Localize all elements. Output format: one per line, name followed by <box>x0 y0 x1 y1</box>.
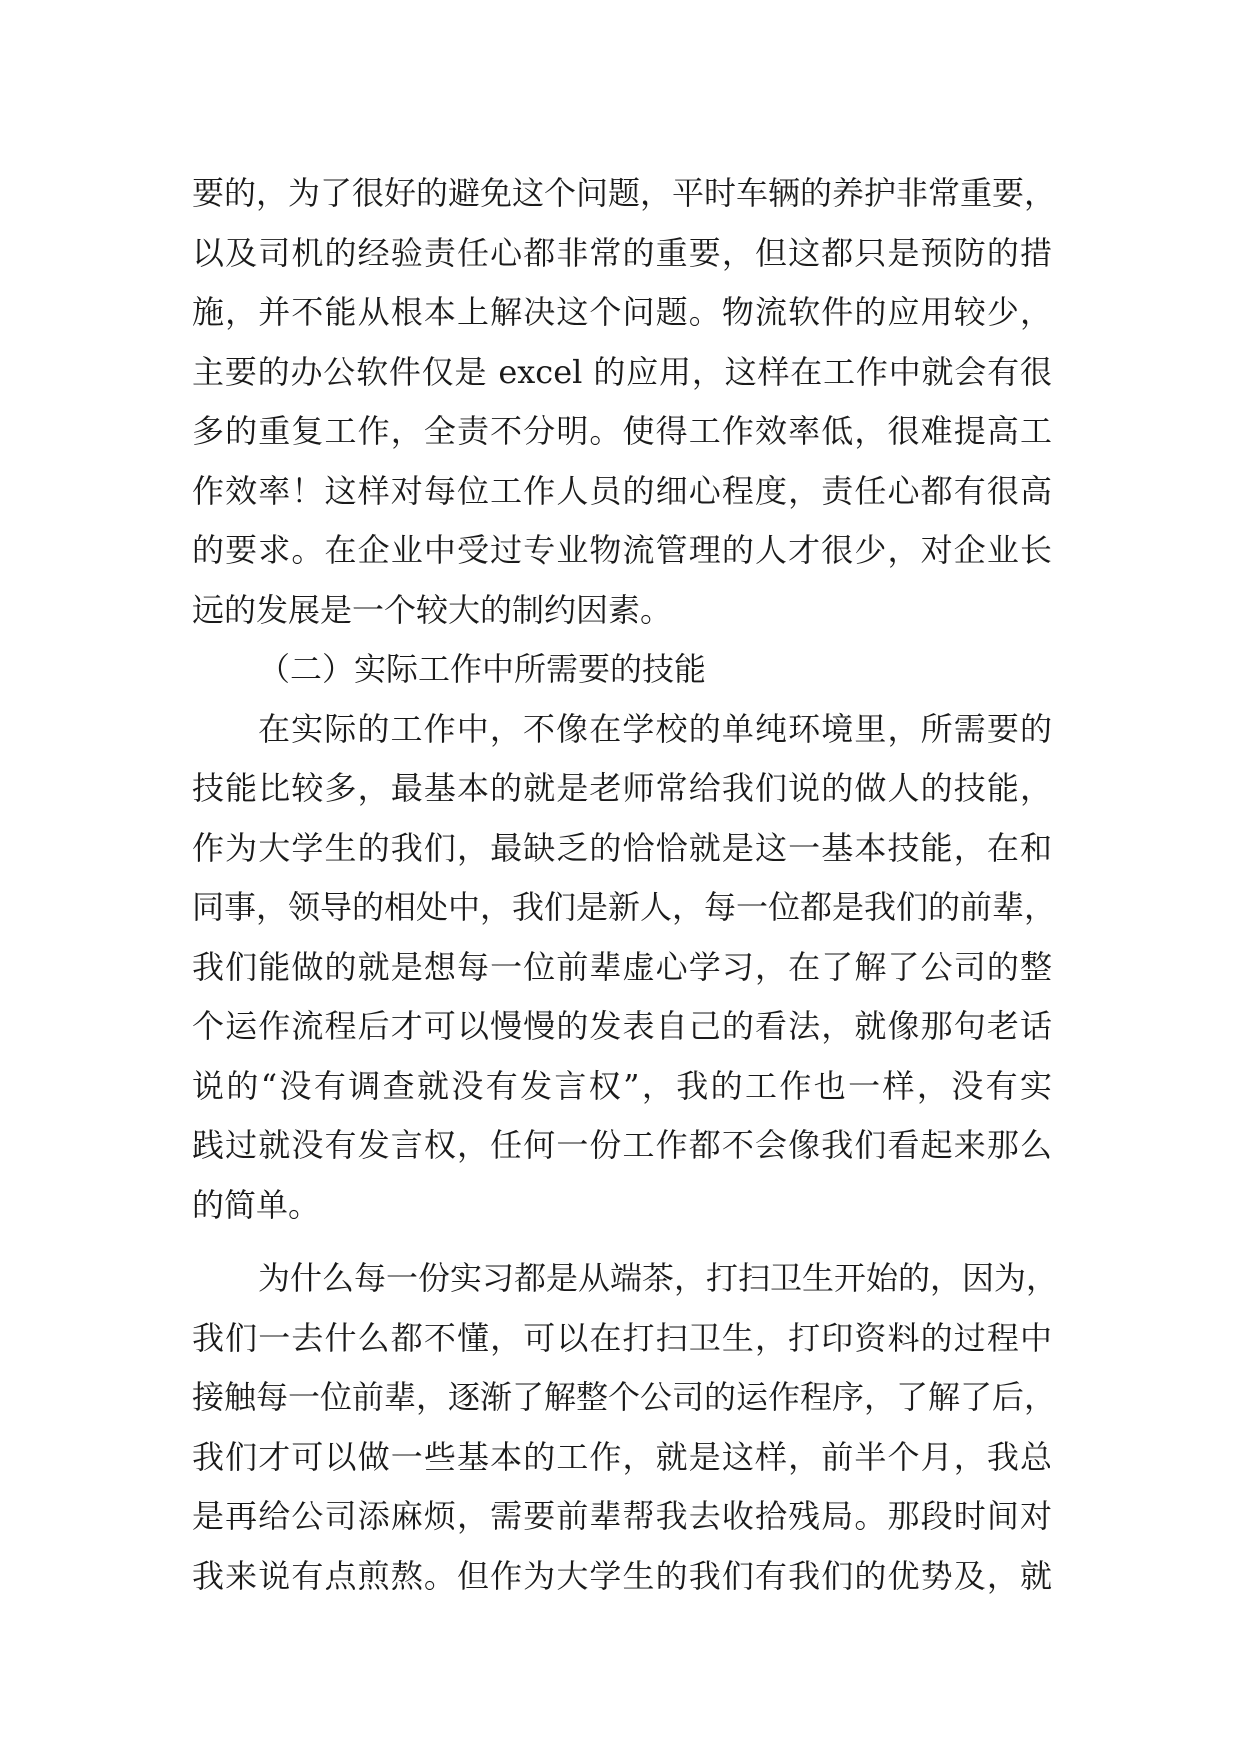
text-line: 主要的办公软件仅是 excel 的应用，这样在工作中就会有很 <box>192 352 1052 391</box>
text-line: 远的发展是一个较大的制约因素。 <box>192 590 673 629</box>
text-line: 作效率！这样对每位工作人员的细心程度，责任心都有很高 <box>192 471 1052 510</box>
text-line: 是再给公司添麻烦，需要前辈帮我去收拾残局。那段时间对 <box>192 1497 1052 1535</box>
text-line: 同事，领导的相处中，我们是新人，每一位都是我们的前辈， <box>192 888 1057 926</box>
text-line: 要的，为了很好的避免这个问题，平时车辆的养护非常重要， <box>192 174 1057 212</box>
section-heading: （二）实际工作中所需要的技能 <box>258 650 707 688</box>
text-line: 以及司机的经验责任心都非常的重要，但这都只是预防的措 <box>192 233 1052 272</box>
text-line: 在实际的工作中，不像在学校的单纯环境里，所需要的 <box>258 709 1052 748</box>
text-line: 我们能做的就是想每一位前辈虚心学习，在了解了公司的整 <box>192 947 1052 986</box>
paragraph-1 <box>192 164 1057 640</box>
text-line: 个运作流程后才可以慢慢的发表自己的看法，就像那句老话 <box>192 1007 1052 1045</box>
text-line: 践过就没有发言权，任何一份工作都不会像我们看起来那么 <box>192 1126 1052 1164</box>
paragraph-2 <box>192 700 1057 1236</box>
paragraph-3 <box>192 1249 1059 1606</box>
text-line: 的要求。在企业中受过专业物流管理的人才很少，对企业长 <box>192 531 1052 569</box>
text-line: 施，并不能从根本上解决这个问题。物流软件的应用较少， <box>192 293 1052 331</box>
text-line: 我们才可以做一些基本的工作，就是这样，前半个月，我总 <box>192 1437 1052 1476</box>
text-line: 多的重复工作，全责不分明。使得工作效率低，很难提高工 <box>192 412 1052 450</box>
text-line: 说的“没有调查就没有发言权”，我的工作也一样，没有实 <box>192 1066 1052 1105</box>
text-line: 接触每一位前辈，逐渐了解整个公司的运作程序，了解了后， <box>192 1378 1057 1416</box>
text-line: 技能比较多，最基本的就是老师常给我们说的做人的技能， <box>192 769 1052 807</box>
text-line: 为什么每一份实习都是从端茶，打扫卫生开始的，因为， <box>258 1259 1059 1297</box>
paragraph-gap <box>192 1235 1052 1249</box>
text-line: 我来说有点煎熬。但作为大学生的我们有我们的优势及，就 <box>192 1556 1052 1595</box>
text-line: 作为大学生的我们，最缺乏的恰恰就是这一基本技能，在和 <box>192 828 1052 867</box>
document-body <box>192 164 1059 1606</box>
text-line: 的简单。 <box>192 1185 321 1224</box>
text-line: 我们一去什么都不懂，可以在打扫卫生，打印资料的过程中 <box>192 1318 1052 1357</box>
